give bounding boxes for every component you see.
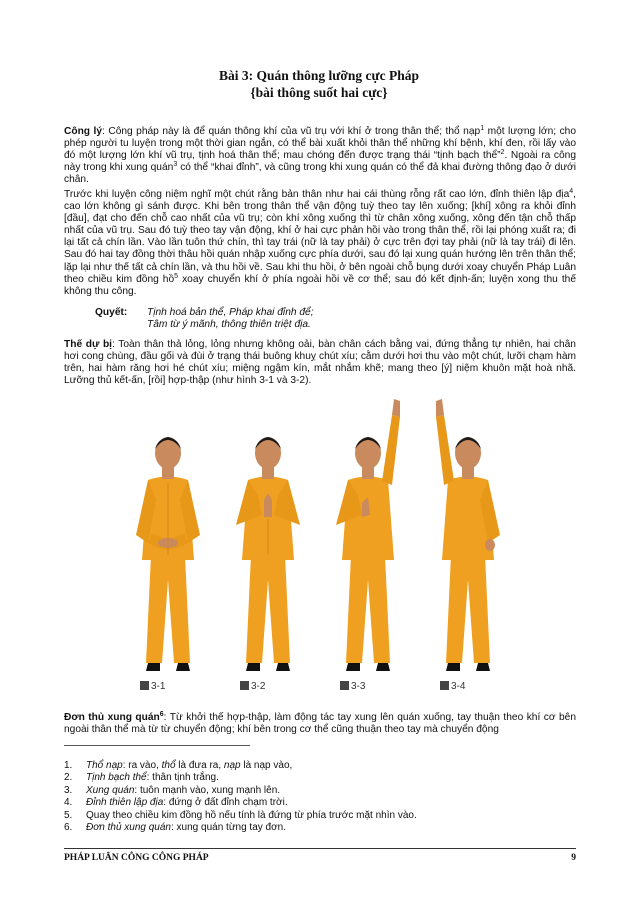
figure-left-arm-up-illustration <box>418 395 518 675</box>
footnote-item: 5. Quay theo chiều kim đồng hồ nếu tính là đứng từ phía trước mặt nhìn vào. <box>64 809 417 821</box>
figure-3-2 <box>218 395 318 700</box>
footnote-item: 1. Thổ nạp: ra vào, thổ là đưa ra, nạp là nạp vào, <box>64 760 293 771</box>
footnote-item: 2. Tịnh bạch thể: thân tịnh trắng. <box>64 772 219 784</box>
principle-paragraph <box>64 126 576 186</box>
figure-row <box>118 395 518 700</box>
principle-text: : Công pháp này là để quán thông khí của vũ trụ với khí ở trong thân thể; thổ nạp <box>102 126 481 137</box>
figure-3-1 <box>118 395 218 700</box>
single-hand-text: : Từ khởi thế hợp-thập, làm động tác tay xung lên quán xuống, tay thuận theo khí cơ bên ngoài thân thể mà từ từ chuyển động; khí bên trong cơ thể cũng thuận theo tay mà chuyển động <box>64 712 576 736</box>
verse-block <box>95 307 575 332</box>
instruction-paragraph <box>64 189 576 298</box>
footnote-ref: 6 <box>159 711 164 718</box>
footnote-list <box>64 760 576 834</box>
footnote-ref: 2 <box>500 149 505 157</box>
figure-caption: 3-4 <box>440 681 465 692</box>
figure-caption: 3-2 <box>240 681 265 692</box>
single-hand-label: Đơn thủ xung quán$^6$ <box>64 711 164 723</box>
footnote-divider <box>64 745 250 746</box>
page-title: Bài 3: Quán thông lưỡng cực Pháp <box>219 68 419 83</box>
figure-icon <box>240 681 249 690</box>
figure-caption: 3-3 <box>340 681 365 692</box>
figure-icon <box>340 681 349 690</box>
figure-3-3 <box>318 395 418 700</box>
preparation-label: Thế dự bị <box>64 339 112 350</box>
principle-text: có thể “khai đỉnh”, và cũng trong khi xung quán có thể đả khai đường thông đạo ở dưới chân. <box>64 162 577 186</box>
instruction-text: , cao lớn không gì sánh được. Khi bên trong thân thể vận động tuỳ theo tay lên xuống; [khí] xông ra khỏi đỉnh [đầu], đạt cho đến chỗ cao nhất của vũ trụ; còn khí xông xuống thì từ chân xông xuống, xông đến tận chỗ thấp nhất của vũ trụ. Sau đó tuỳ theo tay vận động, khí ở hai cực phản hồi vào trong thân thể, rồi lại phóng xuất ra; đi lại tất cả chín lần. Vào lần tuôn thứ chín, thì tay trái (nữ là tay phải) ở cực trên đợi tay phải (nữ là tay trái) đi lên. Sau đó hai tay đồng thời thâu hồi quán nhập xuống cực phía dưới, sau đó lại xung quán hướng lên trên thân thể; lặp lại như thế tất cả chín lần, và thu hồi về. Sau khi thu hồi, ở bên ngoài chỗ bụng dưới xoay chuyển Pháp Luân theo chiều kim đồng hồ <box>64 189 576 285</box>
figure-jieyin-illustration <box>118 395 218 675</box>
footer-divider <box>64 848 576 849</box>
footnote-ref: 5 <box>174 272 179 280</box>
preparation-text: : Toàn thân thả lỏng, lỏng nhưng không oải, bàn chân cách bằng vai, đứng thẳng tự nhiên, hai chân hơi cong chùng, đầu gối và đùi ở trạng thái buông khuỵ chút xíu; cằm dưới hơi thu vào một chút, lưỡi chạm hàm trên, hai hàm răng hơi hé chút xíu; miệng ngậm kín, mắt nhắm khẽ; mang theo [ý] niệm khuôn mặt hoà nhã. Lưỡng thủ kết-ấn, [rồi] hợp-thập (như hình 3-1 và 3-2). <box>64 339 576 387</box>
instruction-text: xoay chuyển khí ở phía ngoài hồi về cơ thể; sau đó kết định-ấn; luyện xong thu thế không thu công. <box>64 273 576 297</box>
footnote-ref: 4 <box>569 188 574 195</box>
figure-icon <box>440 681 449 690</box>
footnote-item: 3. Xung quán: tuôn mạnh vào, xung mạnh lên. <box>64 784 281 796</box>
figure-right-arm-up-illustration <box>318 395 418 675</box>
single-hand-paragraph <box>64 712 576 736</box>
figure-icon <box>140 681 149 690</box>
verse-label: Quyết: <box>95 307 128 318</box>
figure-3-4 <box>418 395 518 700</box>
footnote-item: 4. Đỉnh thiên lập địa: đứng ở đất đỉnh chạm trời. <box>64 797 288 809</box>
verse-line: Tịnh hoá bản thể, Pháp khai đỉnh để; <box>147 307 314 318</box>
verse-line: Tâm từ ý mãnh, thông thiên triệt địa. <box>147 319 311 331</box>
instruction-text: Trước khi luyện công niệm nghĩ một chút rằng bản thân như hai cái thùng rỗng rất cao lớn, đỉnh thiên lập địa <box>64 189 570 200</box>
principle-text: . Ngoài ra công này trong khi xung quán <box>64 150 576 174</box>
page-number: 9 <box>571 853 576 863</box>
footer-book-title: PHÁP LUÂN CÔNG CÔNG PHÁP <box>64 853 209 863</box>
page-subtitle: {bài thông suốt hai cực} <box>250 85 388 100</box>
figure-caption: 3-1 <box>140 681 165 692</box>
footnote-ref: 1 <box>480 125 485 132</box>
principle-label: Công lý <box>64 126 103 137</box>
principle-text: một lượng lớn; cho phép người tu luyện trong một thời gian ngắn, có thể bài xuất khỏi thân thể những khí bệnh, khí đen, rồi lấy vào đó một lượng lớn khí vũ trụ, tịnh hoá thân thể; mau chóng đến được trạng thái “tịnh bạch thể” <box>64 126 576 162</box>
footnote-ref: 3 <box>173 161 178 169</box>
figure-heshi-illustration <box>218 395 318 675</box>
preparation-paragraph <box>64 339 576 387</box>
footnote-item: 6. Đơn thủ xung quán: xung quán từng tay đơn. <box>64 822 286 834</box>
